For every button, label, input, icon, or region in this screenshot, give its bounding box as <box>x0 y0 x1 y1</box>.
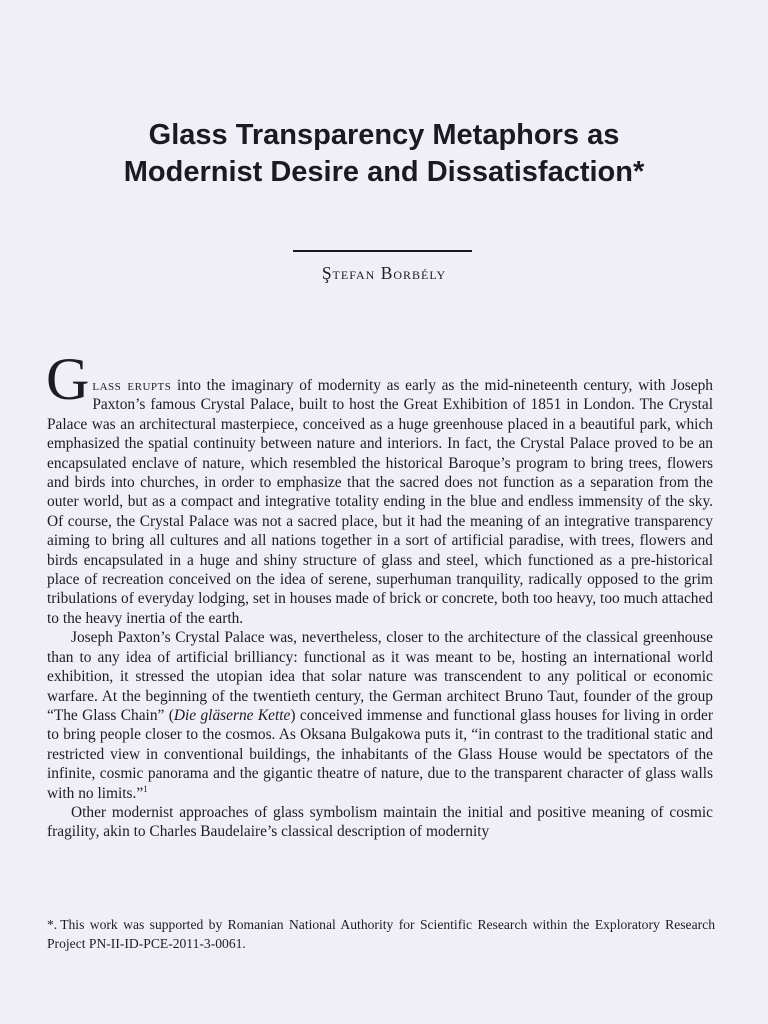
title-line-2: Modernist Desire and Dissatisfaction* <box>123 156 645 188</box>
drop-cap: G <box>46 346 90 412</box>
title-line-1: Glass Transparency Metaphors as <box>148 119 620 151</box>
footnote-marker: *. <box>47 917 58 932</box>
paragraph-1 <box>46 346 713 628</box>
paragraph-2 <box>47 628 713 803</box>
paragraph-2-text-a: Joseph Paxton’s Crystal Palace was, nevertheless, closer to the architecture of the classical greenhouse than to any idea of artificial brilliancy: functional as it was meant to be, hosting an international world exhibition, it stressed the utopian idea that solar nature was transcendent to any political or economic warfare. At the beginning of the twentieth century, the German architect Bruno Taut, founder of the group “The Glass Chain” ( <box>47 629 713 724</box>
paragraph-2-italic: Die gläserne Kette <box>173 706 291 724</box>
paragraph-2-text-b: ) conceived immense and functional glass houses for living in order to bring people closer to the cosmos. As Oksana Bulgakowa puts it, “in contrast to the traditional static and restricted view in conventional buildings, the inhabitants of the Glass House would be spectators of the infinite, cosmic panorama and the gigantic theatre of nature, due to the transparent character of glass walls with no limits.” <box>47 706 713 802</box>
paragraph-1-text: into the imaginary of modernity as early as the mid-nineteenth century, with Joseph Paxton’s famous Crystal Palace, built to host the Great Exhibition of 1851 in London. The Crystal Palace was an architectural masterpiece, conceived as a huge greenhouse placed in a beautiful park, which emphasized the spatial continuity between nature and interiors. In fact, the Crystal Palace proved to be an encapsulated enclave of nature, which resembled the historical Baroque’s program to bring trees, flowers and birds into churches, in order to emphasize that the sacred does not function as a separation from the outer world, but as a compact and integrative totality ending in the blue and endless immensity of the sky. Of course, the Crystal Palace was not a sacred place, but it had the meaning of an integrative transparency aiming to bring all cultures and all nations together in a sort of artificial paradise, with trees, flowers and birds encapsulated in a huge and shiny structure of glass and steel, which functioned as a pre-historical place of recreation conceived on the idea of serene, superhuman tranquility, radically opposed to the grim tribulations of everyday lodging, set in houses made of brick or concrete, both too heavy, too much attached to the heavy inertia of the earth. <box>47 377 713 627</box>
article-title <box>40 117 728 191</box>
article-body <box>46 346 713 842</box>
author-name: Ştefan Borbély <box>321 263 447 283</box>
paragraph-3: Other modernist approaches of glass symbolism maintain the initial and positive meaning of cosmic fragility, akin to Charles Baudelaire’s classical description of modernity <box>47 803 713 841</box>
title-divider <box>293 250 472 252</box>
footnote <box>47 915 715 953</box>
footnote-reference[interactable]: 1 <box>143 783 148 794</box>
footnote-text: This work was supported by Romanian National Authority for Scientific Research within the Exploratory Research Project PN-II-ID-PCE-2011-3-0061. <box>47 917 715 951</box>
lead-in: lass erupts <box>92 377 172 394</box>
